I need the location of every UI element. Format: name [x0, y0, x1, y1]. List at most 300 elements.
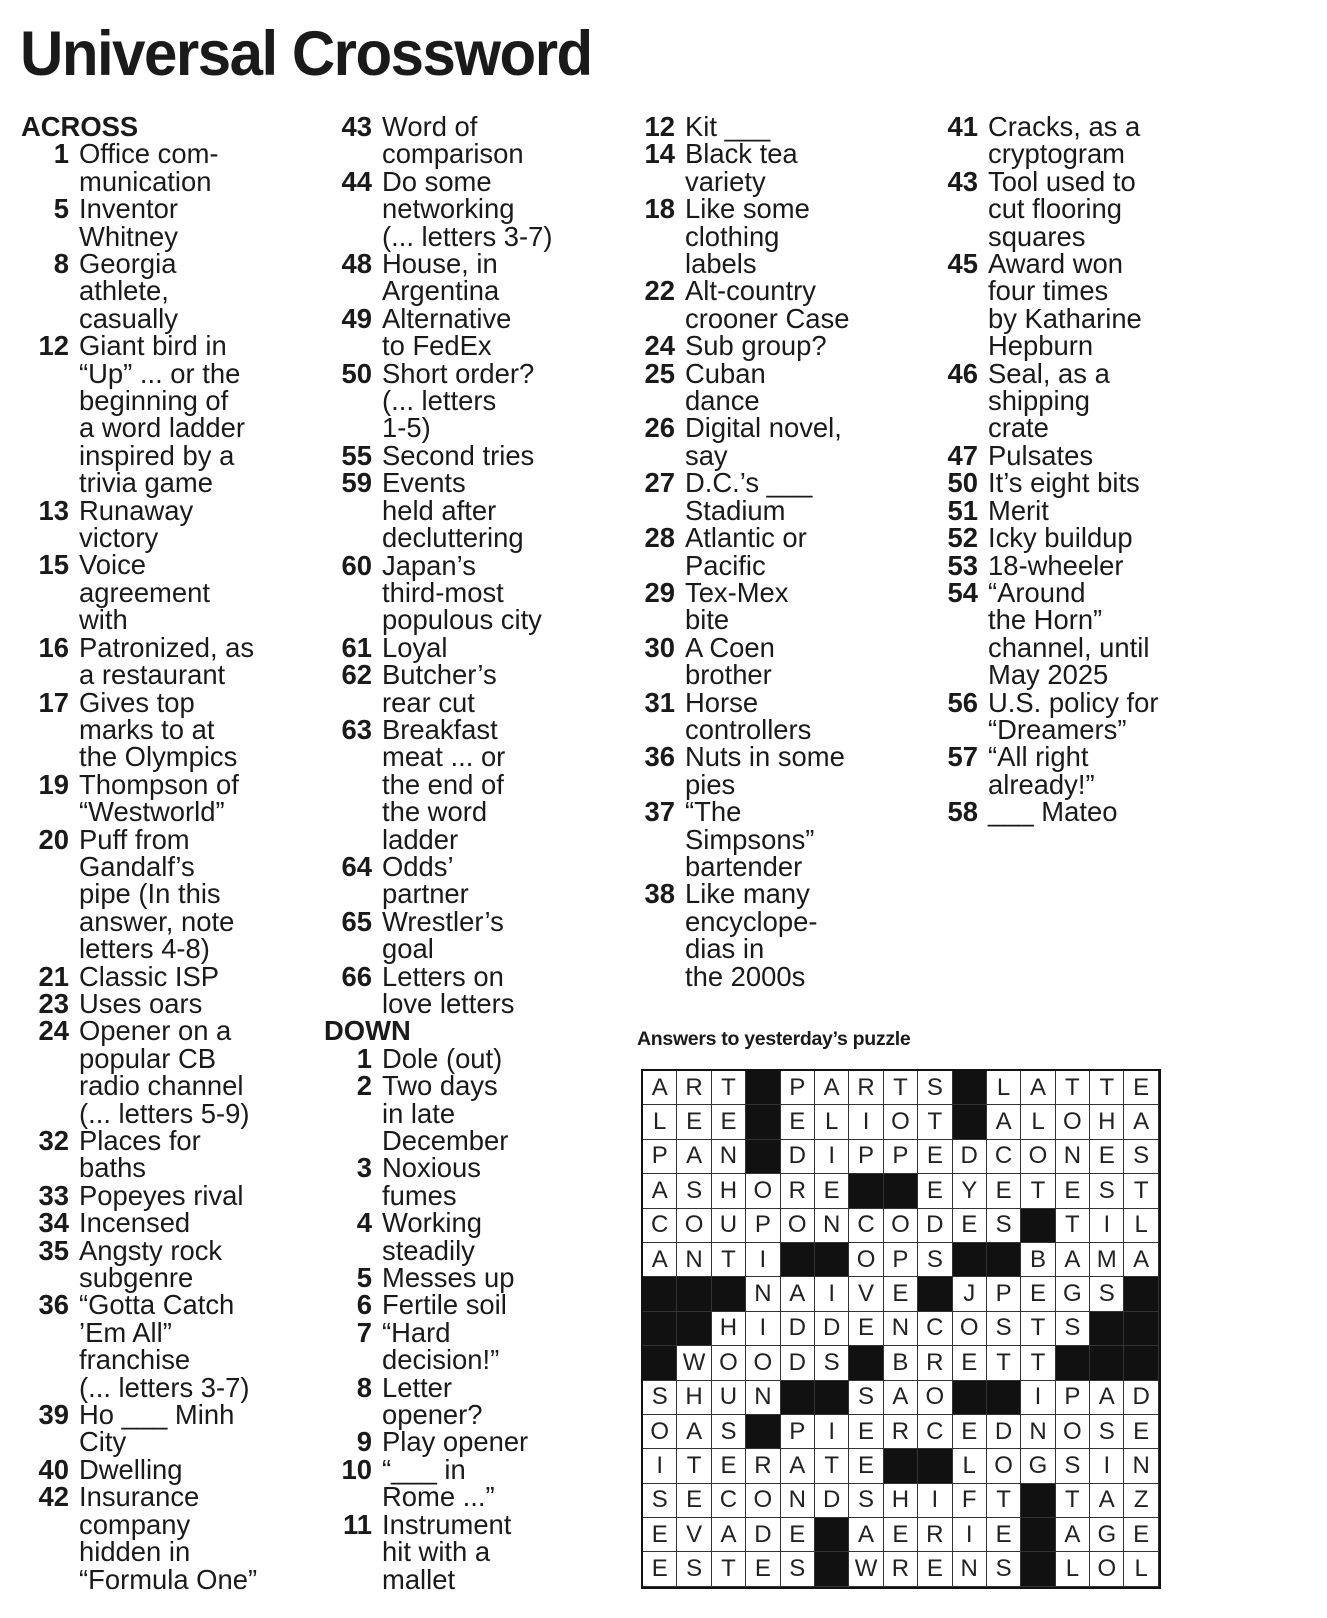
clue-item: [930, 165, 1236, 252]
clue-number: 2: [356, 1070, 372, 1102]
clue-text: Letter opener?: [382, 1371, 483, 1431]
clue-number: 42: [38, 1481, 69, 1513]
clue-number: 46: [947, 357, 978, 389]
grid-cell: S: [918, 1243, 952, 1277]
grid-cell: S: [781, 1552, 815, 1586]
grid-cell: A: [1090, 1484, 1124, 1518]
grid-cell: L: [815, 1105, 849, 1139]
grid-cell: E: [953, 1209, 987, 1243]
black-square: [953, 1105, 987, 1139]
grid-cell: C: [918, 1312, 952, 1346]
clue-item: [21, 768, 327, 828]
clue-item: [324, 661, 630, 716]
clue-item: [21, 330, 327, 499]
clue-item: [21, 1401, 327, 1456]
grid-cell: A: [677, 1140, 711, 1174]
grid-cell: D: [781, 1312, 815, 1346]
clue-item: [324, 713, 630, 855]
black-square: [815, 1518, 849, 1552]
clue-item: [21, 823, 327, 965]
clue-number: 44: [341, 165, 372, 197]
black-square: [987, 1381, 1021, 1415]
clue-text: Places for baths: [79, 1125, 201, 1184]
grid-cell: E: [712, 1449, 746, 1483]
grid-cell: A: [1124, 1243, 1158, 1277]
grid-cell: E: [746, 1552, 780, 1586]
grid-cell: N: [1056, 1140, 1090, 1174]
clue-item: [324, 357, 630, 444]
clue-text: Cuban dance: [685, 357, 766, 417]
grid-cell: S: [918, 1071, 952, 1105]
clue-item: [324, 302, 630, 362]
page-title: Universal Crossword: [20, 18, 592, 89]
clue-item: [930, 549, 1236, 581]
clue-number: 66: [341, 960, 372, 992]
black-square: [884, 1174, 918, 1208]
clue-number: 34: [38, 1207, 69, 1239]
clue-text: Opener on a popular CB radio channel (... letters 5-9): [79, 1015, 250, 1129]
grid-cell: I: [643, 1449, 677, 1483]
clue-item: [324, 165, 630, 252]
clue-number: 24: [38, 1015, 69, 1047]
grid-cell: A: [987, 1105, 1021, 1139]
clue-text: Puff from Gandalf’s pipe (In this answer, note letters 4-8): [79, 823, 235, 965]
black-square: [918, 1277, 952, 1311]
clue-item: [324, 1371, 630, 1431]
clue-number: 40: [38, 1453, 69, 1485]
clue-number: 57: [947, 741, 978, 773]
clue-item: [21, 686, 327, 773]
clue-text: It’s eight bits: [988, 467, 1140, 499]
grid-cell: D: [781, 1346, 815, 1380]
clue-number: 24: [644, 330, 675, 362]
grid-cell: O: [643, 1415, 677, 1449]
grid-cell: R: [884, 1415, 918, 1449]
grid-cell: U: [712, 1381, 746, 1415]
grid-cell: D: [815, 1312, 849, 1346]
grid-cell: R: [918, 1346, 952, 1380]
clue-text: Voice agreement with: [79, 549, 210, 636]
clue-item: [627, 193, 933, 280]
grid-cell: I: [815, 1277, 849, 1311]
clue-text: “Hard decision!”: [382, 1316, 500, 1376]
answer-grid: [641, 1069, 1161, 1589]
clue-number: 61: [341, 631, 372, 663]
clue-text: Black tea variety: [685, 138, 798, 197]
grid-cell: W: [849, 1552, 883, 1586]
clue-item: [324, 113, 630, 168]
black-square: [1090, 1312, 1124, 1346]
grid-cell: A: [643, 1174, 677, 1208]
grid-cell: N: [1021, 1415, 1055, 1449]
clue-text: Instrument hit with a mallet: [382, 1508, 512, 1595]
grid-cell: N: [781, 1484, 815, 1518]
black-square: [781, 1243, 815, 1277]
grid-cell: E: [712, 1105, 746, 1139]
grid-cell: A: [1056, 1243, 1090, 1277]
grid-cell: E: [987, 1174, 1021, 1208]
clue-text: Loyal: [382, 631, 448, 663]
grid-cell: R: [918, 1518, 952, 1552]
clue-number: 7: [356, 1316, 372, 1348]
clue-item: [21, 195, 327, 250]
black-square: [781, 1381, 815, 1415]
clue-number: 21: [38, 960, 69, 992]
clue-number: 62: [341, 659, 372, 691]
grid-cell: P: [781, 1071, 815, 1105]
clue-text: “The Simpsons” bartender: [685, 796, 815, 882]
clue-item: [324, 250, 630, 305]
clue-number: 18: [644, 193, 675, 225]
clue-text: Horse controllers: [685, 686, 812, 745]
grid-cell: V: [849, 1277, 883, 1311]
grid-cell: T: [1021, 1174, 1055, 1208]
grid-cell: E: [849, 1312, 883, 1346]
grid-cell: O: [781, 1209, 815, 1243]
clue-text: Insurance company hidden in “Formula One”: [79, 1481, 258, 1595]
grid-cell: D: [953, 1140, 987, 1174]
clue-text: U.S. policy for “Dreamers”: [988, 686, 1159, 745]
black-square: [1124, 1346, 1158, 1380]
clue-number: 11: [343, 1508, 372, 1540]
clue-item: [930, 494, 1236, 526]
black-square: [1021, 1209, 1055, 1243]
clue-text: Two days in late December: [382, 1070, 509, 1157]
clue-number: 16: [38, 631, 69, 663]
grid-cell: E: [1124, 1071, 1158, 1105]
grid-cell: S: [815, 1346, 849, 1380]
black-square: [746, 1105, 780, 1139]
grid-cell: D: [1124, 1381, 1158, 1415]
grid-cell: E: [643, 1552, 677, 1586]
clue-item: [324, 1426, 630, 1458]
clue-item: [324, 549, 630, 636]
clue-item: [627, 576, 933, 636]
clue-item: [930, 467, 1236, 499]
grid-cell: E: [953, 1415, 987, 1449]
clue-number: 22: [644, 275, 675, 307]
grid-cell: P: [746, 1209, 780, 1243]
answers-title: Answers to yesterday’s puzzle: [637, 1028, 911, 1050]
black-square: [1124, 1312, 1158, 1346]
grid-cell: R: [884, 1552, 918, 1586]
grid-cell: T: [1021, 1346, 1055, 1380]
grid-cell: E: [987, 1518, 1021, 1552]
grid-cell: E: [677, 1105, 711, 1139]
clue-item: [930, 743, 1236, 798]
clue-text: Breakfast meat ... or the end of the word ladder: [382, 713, 506, 855]
grid-cell: T: [987, 1346, 1021, 1380]
clue-text: Tex-Mex bite: [685, 576, 789, 636]
black-square: [987, 1243, 1021, 1277]
clue-text: Dole (out): [382, 1042, 503, 1074]
black-square: [953, 1381, 987, 1415]
grid-cell: P: [884, 1140, 918, 1174]
clue-number: 19: [38, 768, 69, 800]
grid-cell: C: [643, 1209, 677, 1243]
clue-item: [324, 1453, 630, 1513]
grid-cell: E: [849, 1415, 883, 1449]
grid-cell: D: [746, 1518, 780, 1552]
clue-text: “Gotta Catch ’Em All” franchise (... letters 3-7): [79, 1289, 250, 1403]
clue-column-3: [627, 113, 933, 990]
clue-text: Nuts in some pies: [685, 741, 845, 800]
grid-cell: E: [1056, 1174, 1090, 1208]
black-square: [746, 1071, 780, 1105]
grid-cell: A: [1021, 1071, 1055, 1105]
black-square: [1021, 1484, 1055, 1518]
clue-item: [324, 960, 630, 1019]
grid-cell: G: [1056, 1277, 1090, 1311]
grid-cell: S: [849, 1381, 883, 1415]
grid-cell: A: [1056, 1518, 1090, 1552]
clue-number: 50: [341, 357, 372, 389]
clue-number: 59: [341, 467, 372, 499]
grid-cell: J: [953, 1277, 987, 1311]
clue-number: 5: [356, 1262, 372, 1294]
grid-cell: C: [849, 1209, 883, 1243]
grid-cell: R: [781, 1174, 815, 1208]
clue-item: [324, 1262, 630, 1294]
clue-item: [627, 357, 933, 417]
clue-number: 3: [356, 1152, 372, 1184]
clue-text: 18-wheeler: [988, 549, 1124, 581]
black-square: [746, 1415, 780, 1449]
grid-cell: S: [712, 1415, 746, 1449]
clue-item: [324, 1508, 630, 1595]
clue-text: Odds’ partner: [382, 850, 469, 910]
grid-cell: T: [1056, 1071, 1090, 1105]
black-square: [1021, 1518, 1055, 1552]
clue-text: ___ Mateo: [988, 796, 1118, 828]
clue-number: 52: [947, 522, 978, 554]
grid-cell: O: [746, 1346, 780, 1380]
clue-text: Angsty rock subgenre: [79, 1234, 223, 1294]
grid-cell: O: [953, 1312, 987, 1346]
grid-cell: N: [884, 1312, 918, 1346]
grid-cell: T: [1056, 1484, 1090, 1518]
clue-item: [627, 277, 933, 332]
grid-cell: O: [849, 1243, 883, 1277]
clue-number: 60: [341, 549, 372, 581]
clue-item: [324, 1042, 630, 1074]
clue-number: 32: [38, 1125, 69, 1157]
clue-number: 1: [53, 138, 69, 170]
grid-cell: L: [987, 1071, 1021, 1105]
clue-item: [627, 686, 933, 745]
grid-cell: E: [815, 1174, 849, 1208]
grid-cell: N: [746, 1277, 780, 1311]
grid-cell: I: [849, 1105, 883, 1139]
grid-cell: S: [643, 1381, 677, 1415]
clue-item: [21, 250, 327, 332]
clue-text: Inventor Whitney: [79, 193, 178, 252]
grid-cell: S: [677, 1552, 711, 1586]
grid-cell: E: [781, 1105, 815, 1139]
clue-number: 29: [644, 576, 675, 608]
clue-text: Messes up: [382, 1262, 515, 1294]
clue-item: [21, 1017, 327, 1127]
clue-item: [930, 686, 1236, 745]
clue-number: 12: [644, 111, 675, 142]
grid-cell: P: [781, 1415, 815, 1449]
grid-cell: H: [677, 1381, 711, 1415]
clue-item: [627, 524, 933, 579]
grid-cell: A: [677, 1415, 711, 1449]
grid-cell: A: [884, 1381, 918, 1415]
grid-cell: N: [1124, 1449, 1158, 1483]
grid-cell: E: [884, 1518, 918, 1552]
clue-text: Pulsates: [988, 439, 1094, 471]
clue-text: Second tries: [382, 439, 535, 471]
grid-cell: H: [1090, 1105, 1124, 1139]
grid-cell: L: [1021, 1105, 1055, 1139]
grid-cell: F: [953, 1484, 987, 1518]
clue-text: Like some clothing labels: [685, 193, 810, 280]
black-square: [677, 1277, 711, 1311]
clue-text: Fertile soil: [382, 1289, 507, 1321]
clue-item: [324, 631, 630, 663]
grid-cell: I: [918, 1484, 952, 1518]
black-square: [953, 1071, 987, 1105]
clue-item: [21, 1234, 327, 1294]
grid-cell: I: [815, 1415, 849, 1449]
grid-cell: T: [815, 1449, 849, 1483]
grid-cell: B: [884, 1346, 918, 1380]
grid-cell: D: [987, 1415, 1021, 1449]
grid-cell: H: [712, 1312, 746, 1346]
grid-cell: L: [643, 1105, 677, 1139]
clue-item: [930, 357, 1236, 444]
clue-text: Patronized, as a restaurant: [79, 631, 255, 691]
grid-cell: C: [918, 1415, 952, 1449]
grid-cell: E: [918, 1552, 952, 1586]
clue-text: Cracks, as a cryptogram: [988, 111, 1141, 170]
grid-cell: T: [712, 1552, 746, 1586]
clue-text: Letters on love letters: [382, 960, 515, 1019]
clue-item: [324, 1289, 630, 1321]
black-square: [918, 1449, 952, 1483]
grid-cell: P: [884, 1243, 918, 1277]
clue-number: 64: [341, 850, 372, 882]
clue-item: [930, 250, 1236, 360]
grid-cell: A: [781, 1277, 815, 1311]
grid-cell: T: [884, 1071, 918, 1105]
clue-number: 48: [341, 248, 372, 280]
clue-number: 25: [644, 357, 675, 389]
clue-number: 23: [38, 987, 69, 1019]
clue-item: [21, 1453, 327, 1485]
grid-cell: N: [953, 1552, 987, 1586]
clue-text: “Around the Horn” channel, until May 2025: [988, 576, 1150, 691]
clue-text: Events held after decluttering: [382, 467, 524, 554]
clue-number: 36: [644, 741, 675, 773]
clue-number: 9: [356, 1426, 372, 1458]
grid-cell: A: [781, 1449, 815, 1483]
grid-cell: A: [712, 1518, 746, 1552]
clue-item: [324, 439, 630, 471]
grid-cell: S: [987, 1312, 1021, 1346]
grid-cell: C: [712, 1484, 746, 1518]
grid-cell: P: [849, 1140, 883, 1174]
grid-cell: S: [677, 1174, 711, 1208]
clue-number: 13: [38, 494, 69, 526]
grid-cell: S: [1056, 1312, 1090, 1346]
grid-cell: E: [918, 1140, 952, 1174]
clue-text: Office com- munication: [79, 138, 219, 197]
clue-text: Atlantic or Pacific: [685, 522, 807, 581]
clue-text: Incensed: [79, 1207, 191, 1239]
grid-cell: T: [918, 1105, 952, 1139]
grid-cell: S: [1090, 1415, 1124, 1449]
grid-cell: G: [1021, 1449, 1055, 1483]
clue-number: 65: [341, 905, 372, 937]
clue-number: 39: [38, 1399, 69, 1431]
grid-cell: W: [677, 1346, 711, 1380]
clue-number: 36: [38, 1289, 69, 1321]
grid-cell: P: [643, 1140, 677, 1174]
clue-item: [930, 113, 1236, 168]
grid-cell: E: [953, 1346, 987, 1380]
grid-cell: T: [987, 1484, 1021, 1518]
clue-number: 14: [644, 138, 675, 170]
clue-number: 1: [356, 1042, 372, 1074]
clue-number: 8: [356, 1371, 372, 1403]
grid-cell: L: [1124, 1552, 1158, 1586]
grid-cell: E: [781, 1518, 815, 1552]
grid-cell: R: [746, 1449, 780, 1483]
clue-item: [324, 1154, 630, 1209]
clue-number: 58: [947, 796, 978, 828]
grid-cell: D: [781, 1140, 815, 1174]
grid-cell: S: [1090, 1277, 1124, 1311]
grid-cell: I: [1090, 1209, 1124, 1243]
clue-text: Word of comparison: [382, 111, 524, 170]
black-square: [643, 1312, 677, 1346]
grid-cell: P: [1056, 1381, 1090, 1415]
grid-cell: S: [1124, 1140, 1158, 1174]
black-square: [1021, 1552, 1055, 1586]
grid-cell: O: [677, 1209, 711, 1243]
black-square: [1056, 1346, 1090, 1380]
black-square: [677, 1312, 711, 1346]
clue-text: Wrestler’s goal: [382, 905, 504, 965]
clue-text: House, in Argentina: [382, 248, 500, 307]
clue-item: [21, 960, 327, 992]
grid-cell: O: [712, 1346, 746, 1380]
clue-number: 31: [644, 686, 675, 718]
grid-cell: S: [987, 1552, 1021, 1586]
grid-cell: D: [815, 1484, 849, 1518]
clue-item: [21, 494, 327, 554]
clue-text: Alt-country crooner Case: [685, 275, 850, 334]
clue-item: [21, 1179, 327, 1211]
grid-cell: E: [643, 1518, 677, 1552]
clue-column-1: [21, 113, 327, 1593]
clue-number: 17: [38, 686, 69, 718]
clue-text: Gives top marks to at the Olympics: [79, 686, 238, 773]
grid-cell: I: [1090, 1449, 1124, 1483]
clue-number: 12: [38, 330, 69, 362]
black-square: [815, 1381, 849, 1415]
grid-cell: O: [1056, 1415, 1090, 1449]
grid-cell: H: [712, 1174, 746, 1208]
clue-number: 10: [341, 1453, 372, 1485]
clue-number: 15: [38, 549, 69, 581]
black-square: [953, 1243, 987, 1277]
grid-cell: A: [1124, 1105, 1158, 1139]
clue-text: Merit: [988, 494, 1049, 526]
